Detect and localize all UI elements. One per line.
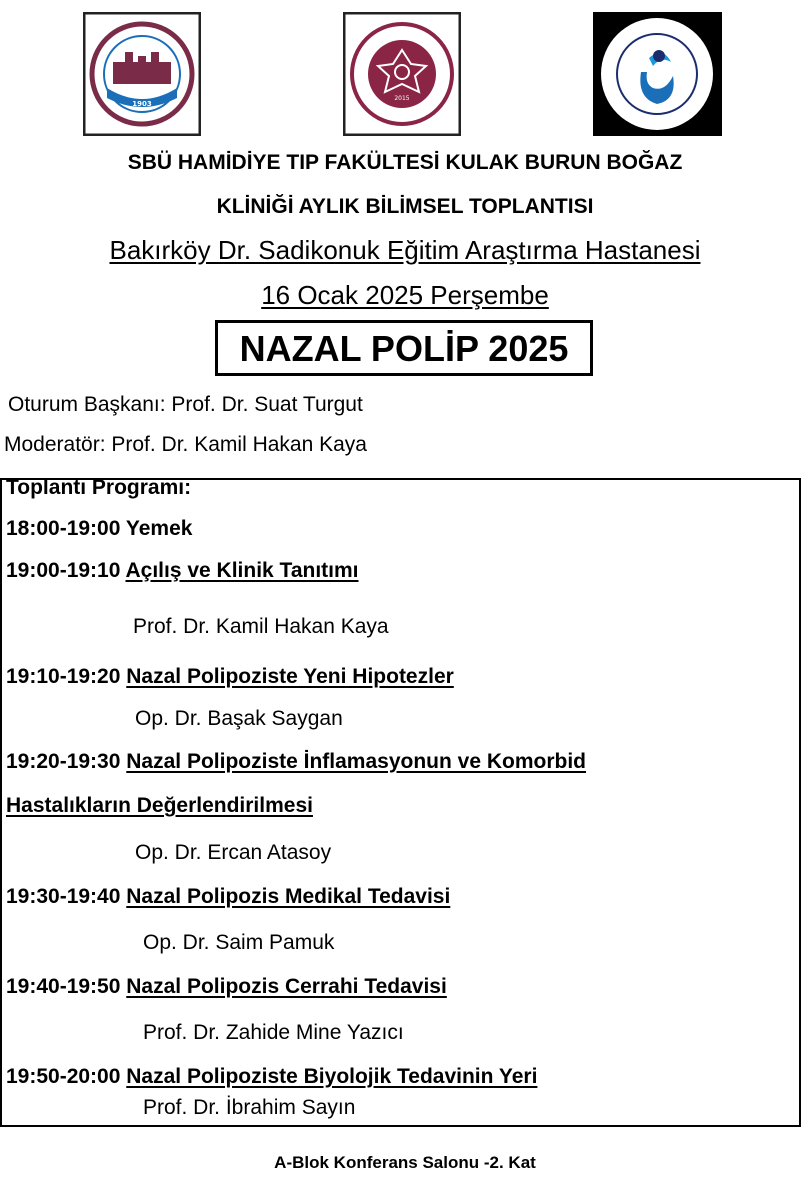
logo1-year: 1903 — [132, 100, 152, 108]
program-box — [0, 478, 801, 1127]
program-item — [6, 750, 586, 774]
program-item — [6, 517, 192, 541]
hospital-name-text: Bakırköy Dr. Sadikonuk Eğitim Araştırma Hastanesi — [109, 235, 701, 265]
hospital-logo — [593, 12, 722, 136]
item-speaker: Prof. Dr. Zahide Mine Yazıcı — [143, 1021, 404, 1044]
item-topic: Nazal Polipozis Cerrahi Tedavisi — [126, 975, 447, 998]
program-item — [6, 665, 454, 689]
item-speaker: Prof. Dr. Kamil Hakan Kaya — [133, 615, 389, 638]
item-speaker: Prof. Dr. İbrahim Sayın — [143, 1096, 356, 1119]
item-topic: Yemek — [125, 517, 193, 540]
meeting-date-text: 16 Ocak 2025 Perşembe — [261, 280, 549, 310]
program-item — [6, 885, 450, 909]
item-topic-continued: Hastalıkların Değerlendirilmesi — [6, 794, 313, 817]
program-item — [6, 559, 359, 583]
hospital-name — [0, 235, 810, 266]
item-speaker: Op. Dr. Ercan Atasoy — [135, 841, 332, 864]
item-time: 19:10-19:20 — [6, 665, 121, 688]
logo2-year: 2015 — [394, 95, 410, 102]
faculty-logo — [343, 12, 461, 136]
meeting-date — [0, 280, 810, 311]
program-item — [6, 1065, 537, 1089]
program-heading: Toplantı Programı: — [6, 478, 192, 499]
item-time: 19:40-19:50 — [6, 975, 121, 998]
item-time: 19:30-19:40 — [6, 885, 121, 908]
header-line-1: SBÜ HAMİDİYE TIP FAKÜLTESİ KULAK BURUN BOĞAZ — [127, 151, 683, 174]
item-speaker: Op. Dr. Başak Saygan — [135, 707, 343, 730]
item-topic: Nazal Polipoziste İnflamasyonun ve Komorbid — [126, 750, 587, 773]
session-chair: Oturum Başkanı: Prof. Dr. Suat Turgut — [8, 393, 363, 416]
header-line-2: KLİNİĞİ AYLIK BİLİMSEL TOPLANTISI — [216, 195, 594, 218]
university-logo — [83, 12, 201, 136]
item-speaker: Op. Dr. Saim Pamuk — [143, 931, 335, 954]
item-time: 19:20-19:30 — [6, 750, 121, 773]
page-title: NAZAL POLİP 2025 — [215, 320, 593, 376]
item-topic: Nazal Polipoziste Biyolojik Tedavinin Yeri — [126, 1065, 538, 1088]
item-time: 19:50-20:00 — [6, 1065, 121, 1088]
program-item — [6, 975, 447, 999]
item-time: 19:00-19:10 — [6, 559, 121, 582]
item-topic: Açılış ve Klinik Tanıtımı — [125, 559, 359, 582]
item-topic: Nazal Polipoziste Yeni Hipotezler — [126, 665, 454, 688]
item-topic: Nazal Polipozis Medikal Tedavisi — [126, 885, 451, 908]
item-time: 18:00-19:00 — [6, 517, 121, 540]
moderator: Moderatör: Prof. Dr. Kamil Hakan Kaya — [4, 433, 367, 456]
venue-footer: A-Blok Konferans Salonu -2. Kat — [274, 1153, 536, 1172]
